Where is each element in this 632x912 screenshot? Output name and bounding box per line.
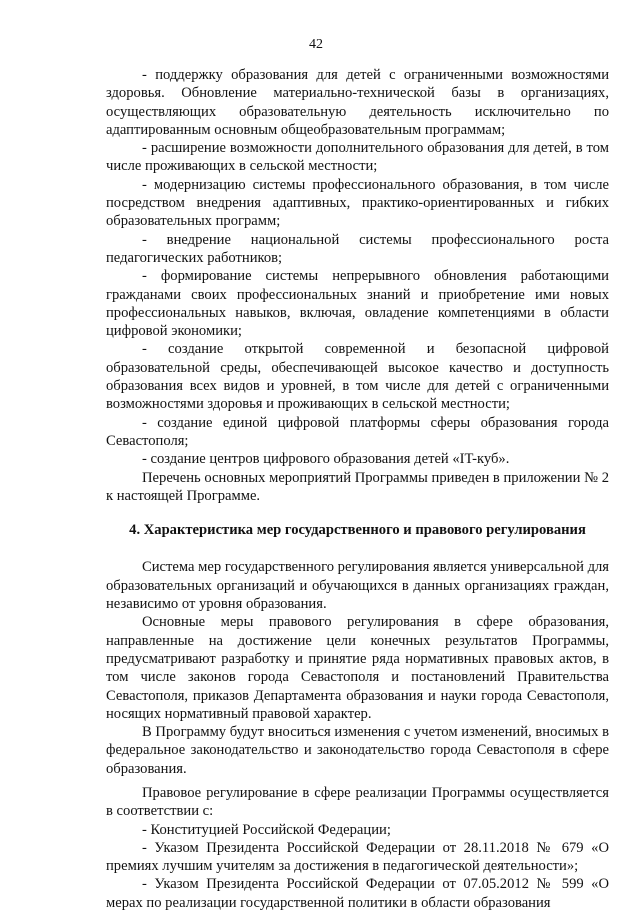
- paragraph-legal-basis: Правовое регулирование в сфере реализации Программы осуществляется в соответствии с:: [106, 784, 609, 820]
- section-heading: 4. Характеристика мер государственного и правового регулирования: [129, 522, 586, 539]
- paragraph-additional-education: - расширение возможности дополнительного образования для детей, в том числе проживающих в сельской местности;: [106, 140, 609, 175]
- document-body: [106, 66, 609, 912]
- paragraph-legal-measures: Основные меры правового регулирования в сфере образования, направленные на достижение цели конечных результатов Программы, предусматривают разработку и принятие ряда нормативных правовых актов, в том числе законов города Севастополя и постановлений Правительства Севастополя, приказов Департамента образования и науки города Севастополя, носящих нормативный правовой характер.: [106, 614, 609, 722]
- paragraph-teacher-growth: - внедрение национальной системы профессионального роста педагогических работников;: [106, 231, 609, 266]
- paragraph-digital-platform: - создание единой цифровой платформы сферы образования города Севастополя;: [106, 414, 609, 449]
- page-number: 42: [309, 37, 323, 52]
- paragraph-appendix-reference: Перечень основных мероприятий Программы приведен в приложении № 2 к настоящей Программе.: [106, 469, 609, 504]
- paragraph-state-regulation: Система мер государственного регулирования является универсальной для образовательных организаций и обучающихся в данных организациях граждан, независимо от уровня образования.: [106, 559, 609, 613]
- paragraph-program-changes: В Программу будут вноситься изменения с учетом изменений, вносимых в федеральное законодательство и законодательство города Севастополя в сфере образования.: [106, 724, 609, 777]
- paragraph-constitution: - Конституцией Российской Федерации;: [142, 821, 391, 838]
- paragraph-continuous-learning: - формирование системы непрерывного обновления работающими гражданами своих профессиональных знаний и приобретение ими новых профессиональных навыков, включая, овладение компетенциями в области цифровой экономики;: [106, 268, 609, 340]
- paragraph-digital-environment: - создание открытой современной и безопасной цифровой образовательной среды, обеспечивающей высокое качество и доступность образования всех видов и уровней, в том числе для детей с ограниченными возможностями здоровья и проживающих в сельской местности;: [106, 341, 609, 413]
- paragraph-it-cube: - создание центров цифрового образования детей «IT-куб».: [142, 451, 510, 468]
- paragraph-decree-679: - Указом Президента Российской Федерации от 28.11.2018 № 679 «О премиях лучшим учителям за достижения в педагогической деятельности»;: [106, 839, 609, 875]
- paragraph-decree-599: - Указом Президента Российской Федерации от 07.05.2012 № 599 «О мерах по реализации государственной политики в области образования: [106, 876, 609, 911]
- paragraph-vocational-modernization: - модернизацию системы профессионального образования, в том числе посредством внедрения адаптивных, практико-ориентированных и гибких образовательных программ;: [106, 176, 609, 230]
- paragraph-support-disabled-education: - поддержку образования для детей с ограниченными возможностями здоровья. Обновление материально-технической базы в организациях, осуществляющих образовательную деятельность исключительно по адаптированным основным общеобразовательным программам;: [106, 67, 609, 138]
